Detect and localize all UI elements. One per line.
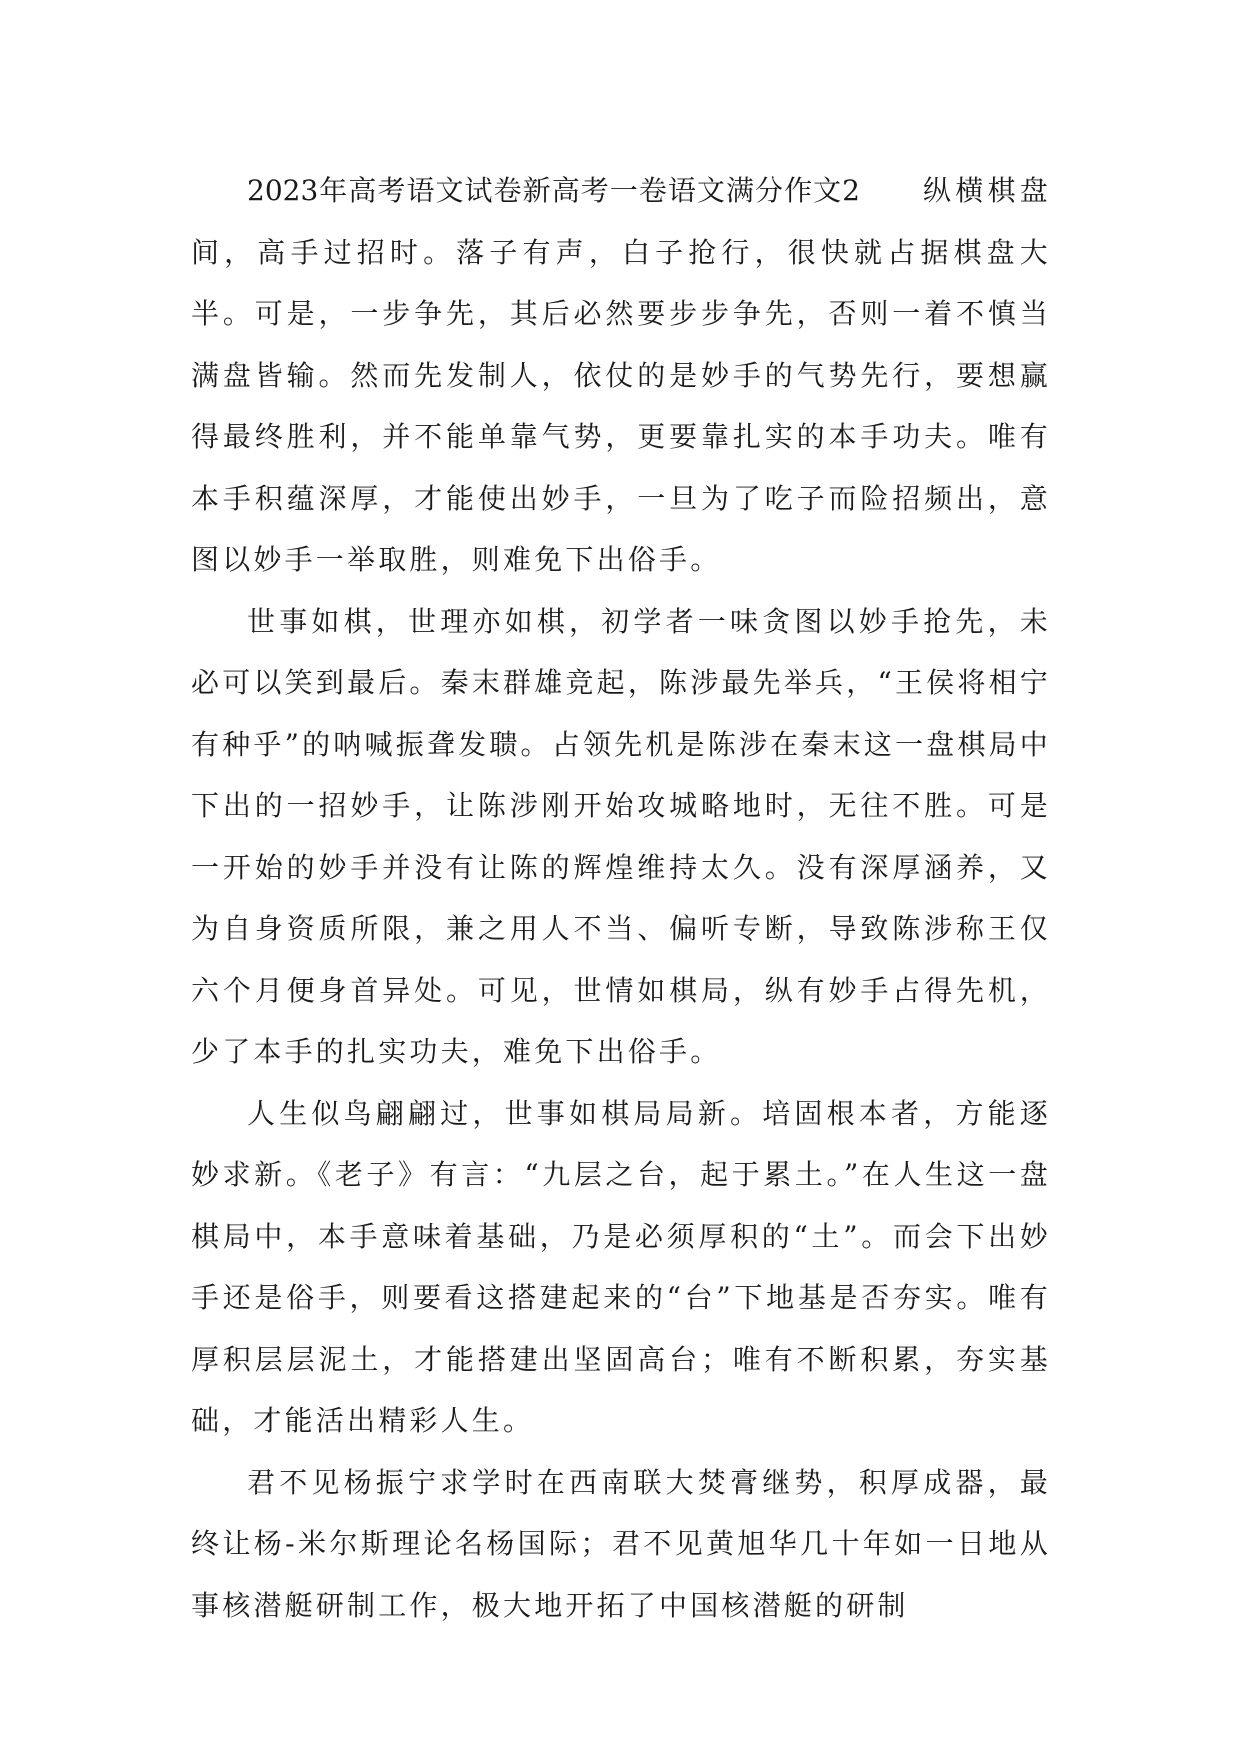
essay-title: 2023年高考语文试卷新高考一卷语文满分作文2: [247, 174, 860, 207]
essay-paragraph-1: [191, 160, 1051, 591]
essay-body: [191, 160, 1051, 1636]
essay-paragraph-4: 君不见杨振宁求学时在西南联大焚膏继势，积厚成器，最终让杨-米尔斯理论名杨国际；君不见黄旭华几十年如一日地从事核潜艇研制工作，极大地开拓了中国核潜艇的研制: [191, 1465, 1051, 1622]
paragraph-text: 纵横棋盘间，高手过招时。落子有声，白子抢行，很快就占据棋盘大半。可是，一步争先，其后必然要步步争先，否则一着不慎当满盘皆输。然而先发制人，依仗的是妙手的气势先行，要想赢得最终胜利，并不能单靠气势，更要靠扎实的本手功夫。唯有本手积蕴深厚，才能使出妙手，一旦为了吃子而险招频出，意图以妙手一举取胜，则难免下出俗手。: [191, 174, 1051, 576]
essay-paragraph-2: 世事如棋，世理亦如棋，初学者一味贪图以妙手抢先，未必可以笑到最后。秦末群雄竞起，陈涉最先举兵，“王侯将相宁有种乎”的呐喊振聋发聩。占领先机是陈涉在秦末这一盘棋局中下出的一招妙手，让陈涉刚开始攻城略地时，无往不胜。可是一开始的妙手并没有让陈的辉煌维持太久。没有深厚涵养，又为自身资质所限，兼之用人不当、偏听专断，导致陈涉称王仅六个月便身首异处。可见，世情如棋局，纵有妙手占得先机，少了本手的扎实功夫，难免下出俗手。: [191, 604, 1051, 1068]
essay-paragraph-3: 人生似鸟翩翩过，世事如棋局局新。培固根本者，方能逐妙求新。《老子》有言：“九层之台，起于累土。”在人生这一盘棋局中，本手意味着基础，乃是必须厚积的“土”。而会下出妙手还是俗手，则要看这搭建起来的“台”下地基是否夯实。唯有厚积层层泥土，才能搭建出坚固高台；唯有不断积累，夯实基础，才能活出精彩人生。: [191, 1096, 1051, 1437]
